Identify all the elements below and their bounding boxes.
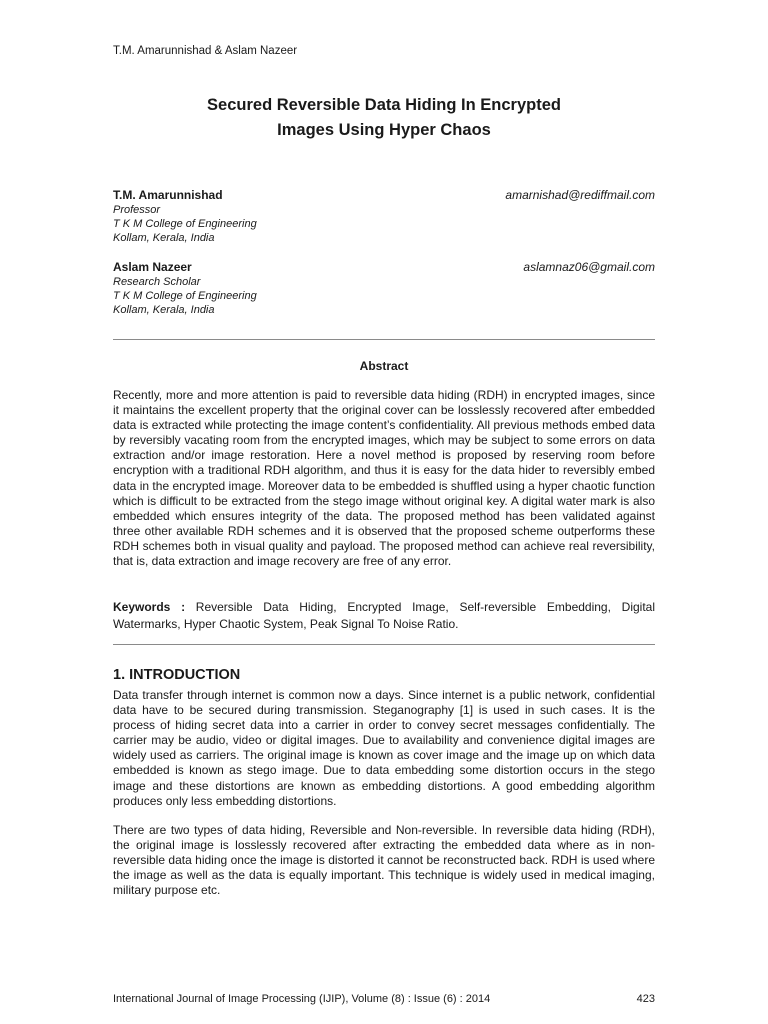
title-line-1: Secured Reversible Data Hiding In Encrypted	[207, 96, 561, 114]
abstract-text: Recently, more and more attention is paid to reversible data hiding (RDH) in encrypted images, since it maintains the excellent property that the original cover can be losslessly recovered after embedded data is extracted while protecting the image content’s confidentiality. All previous methods embed data by reversibly vacating room from the encrypted images, which may be subject to some errors on data extraction and/or image restoration. Here a novel method is proposed by reserving room before encryption with a traditional RDH algorithm, and thus it is easy for the data hider to reversibly embed data in the encrypted image. Moreover data to be embedded is shuffled using a hyper chaotic function which is difficult to be extracted from the stego image without original key. A digital water mark is also embedded which ensures integrity of the data. The proposed method has been validated against three other available RDH schemes and it is observed that the proposed scheme outperforms these RDH schemes both in visual quality and payload. The proposed method can achieve real reversibility, that is, data extraction and image recovery are free of any error.	[113, 388, 655, 569]
author-institution: T K M College of Engineering	[113, 218, 257, 230]
page-footer	[113, 993, 655, 1005]
section-heading: 1. INTRODUCTION	[113, 667, 241, 683]
page-number: 423	[636, 993, 655, 1005]
keywords	[113, 599, 655, 633]
author-institution: T K M College of Engineering	[113, 290, 257, 302]
divider-bottom	[113, 644, 655, 645]
author-block-2	[113, 260, 655, 317]
author-location: Kollam, Kerala, India	[113, 304, 215, 316]
intro-paragraph-2: There are two types of data hiding, Reversible and Non-reversible. In reversible data hiding (RDH), the original image is losslessly recovered after extracting the embedded data where as in non-reversible data hiding once the image is distorted it cannot be reconstructed back. RDH is used where the image as well as the data is equally important. This technique is widely used in medical imaging, military purpose etc.	[113, 823, 655, 898]
journal-citation: International Journal of Image Processing (IJIP), Volume (8) : Issue (6) : 2014	[113, 993, 491, 1005]
paper-title	[113, 93, 655, 143]
author-block-1	[113, 188, 655, 245]
author-name: Aslam Nazeer	[113, 260, 192, 274]
author-email[interactable]: amarnishad@rediffmail.com	[505, 188, 655, 202]
title-line-2: Images Using Hyper Chaos	[277, 121, 491, 139]
keywords-label: Keywords :	[113, 600, 186, 614]
author-email[interactable]: aslamnaz06@gmail.com	[523, 260, 655, 274]
author-name: T.M. Amarunnishad	[113, 188, 223, 202]
running-head: T.M. Amarunnishad & Aslam Nazeer	[113, 45, 298, 57]
keywords-text: Reversible Data Hiding, Encrypted Image, Self-reversible Embedding, Digital Watermarks, Hyper Chaotic System, Peak Signal To Noise Ratio.	[113, 600, 655, 631]
divider-top	[113, 339, 655, 340]
author-role: Research Scholar	[113, 276, 201, 288]
abstract-heading: Abstract	[359, 359, 409, 373]
intro-paragraph-1: Data transfer through internet is common now a days. Since internet is a public network, confidential data have to be secured during transmission. Steganography [1] is used in such cases. It is the process of hiding secret data into a carrier in order to convey secret messages confidentially. The carrier may be audio, video or digital images. Due to availability and convenience digital images are widely used as carriers. The original image is known as cover image and the image up on which data embedded is known as stego image. Due to data embedding some distortion occurs in the stego image and these distortions are known as embedding distortions. A good embedding algorithm produces only less embedding distortions.	[113, 688, 655, 808]
author-location: Kollam, Kerala, India	[113, 232, 215, 244]
author-role: Professor	[113, 204, 161, 216]
